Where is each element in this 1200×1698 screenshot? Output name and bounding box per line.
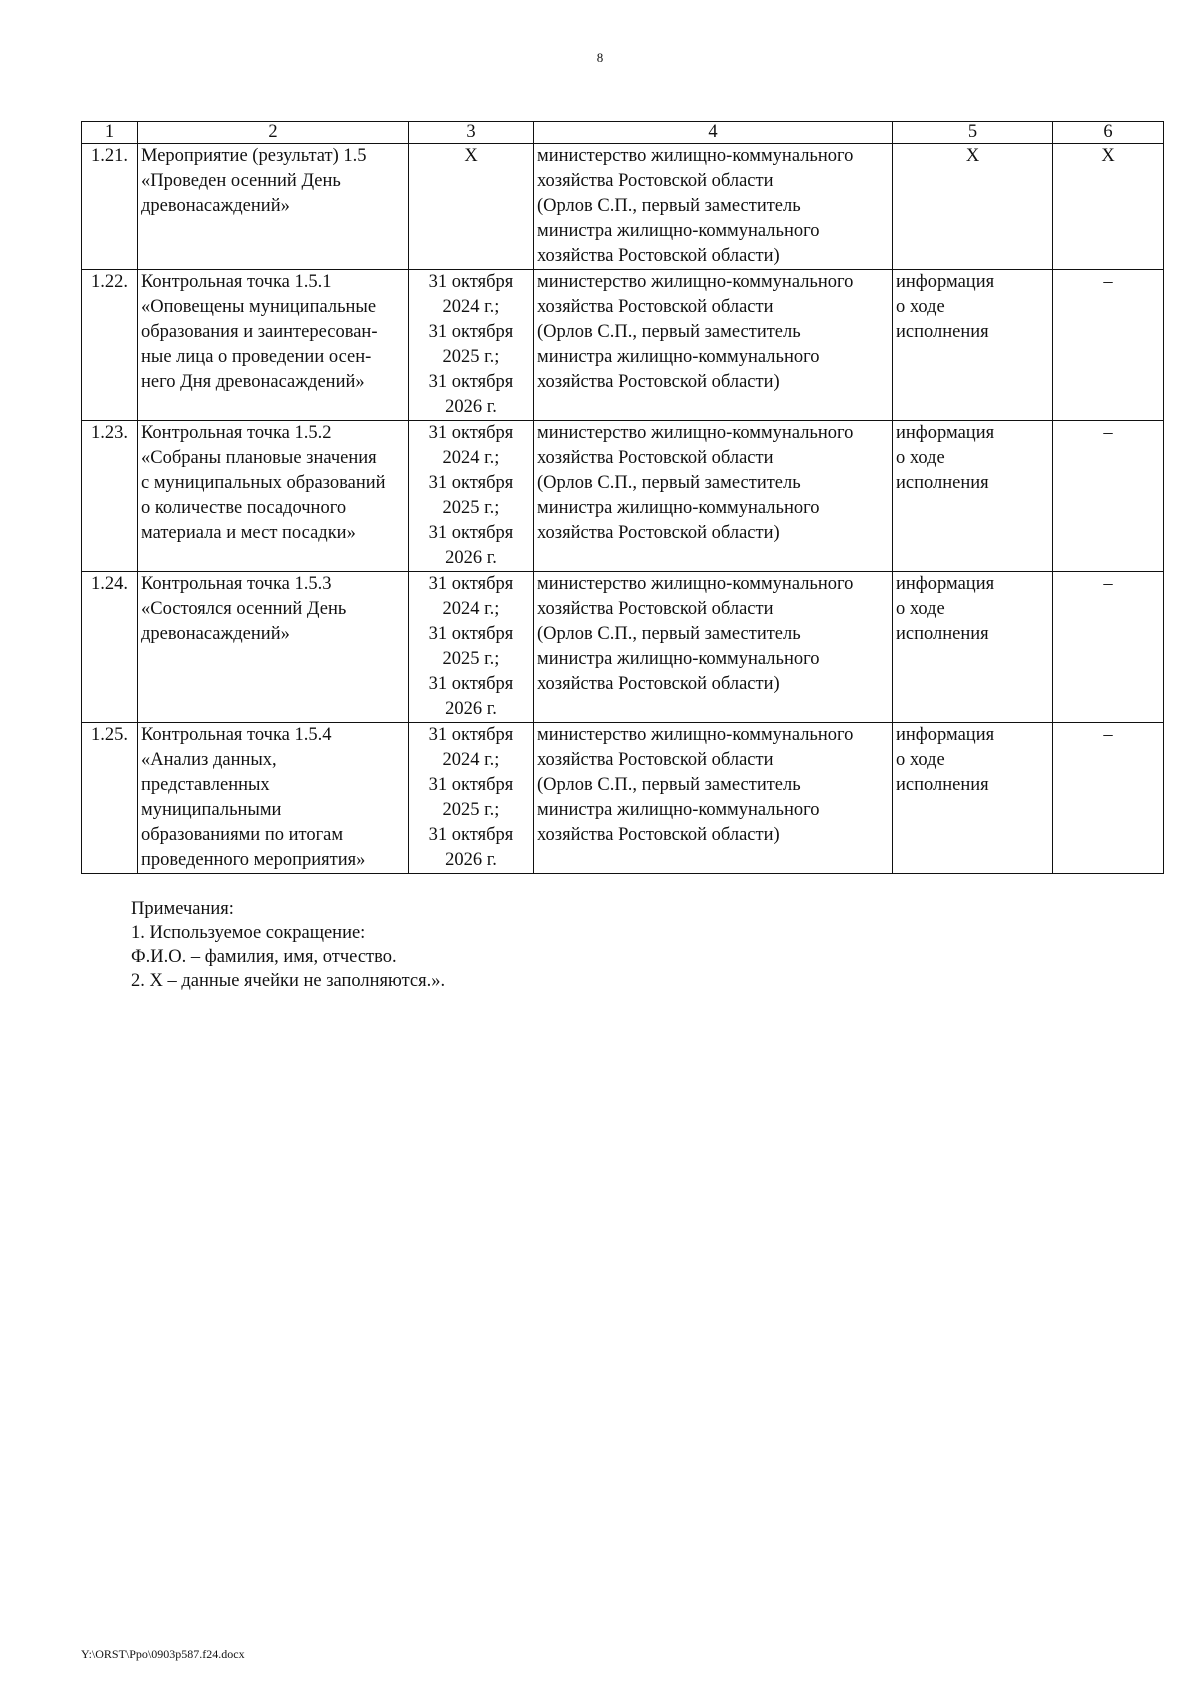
notes xyxy=(131,897,445,993)
row-responsible-line: хозяйства Ростовской области xyxy=(537,448,774,468)
footer-file-path: Y:\ORST\Ppo\0903p587.f24.docx xyxy=(81,1647,245,1661)
row-deadline-line: 2025 г.; xyxy=(442,649,500,669)
row-responsible-line: хозяйства Ростовской области xyxy=(537,171,774,191)
row-responsible-line: министерство жилищно-коммунального xyxy=(537,423,854,443)
row-responsible-line: (Орлов С.П., первый заместитель xyxy=(537,624,801,644)
table-row xyxy=(82,723,1164,874)
row-responsible-line: хозяйства Ростовской области) xyxy=(537,674,780,694)
table-body xyxy=(82,144,1164,874)
row-deadline xyxy=(409,270,534,421)
row-deadline-line: 2026 г. xyxy=(445,397,497,417)
row-document-line: о ходе xyxy=(896,750,945,770)
row-deadline-line: 31 октября xyxy=(428,825,514,845)
row-deadline-line: 2025 г.; xyxy=(442,498,500,518)
row-title-line: ные лица о проведении осен- xyxy=(141,347,372,367)
table-row xyxy=(82,572,1164,723)
row-document-line: о ходе xyxy=(896,448,945,468)
row-responsible-line: министра жилищно-коммунального xyxy=(537,347,820,367)
row-deadline-line: X xyxy=(464,146,478,166)
row-deadline xyxy=(409,572,534,723)
row-document-line: о ходе xyxy=(896,297,945,317)
row-deadline-line: 31 октября xyxy=(428,322,514,342)
row-document xyxy=(893,270,1053,421)
row-responsible-line: (Орлов С.П., первый заместитель xyxy=(537,775,801,795)
row-system: – xyxy=(1053,723,1164,874)
row-title-line: древонасаждений» xyxy=(141,624,290,644)
row-responsible-line: министра жилищно-коммунального xyxy=(537,800,820,820)
row-document-line: информация xyxy=(896,272,995,292)
notes-heading: Примечания: xyxy=(131,899,234,919)
column-header: 6 xyxy=(1053,122,1164,144)
table-row xyxy=(82,144,1164,270)
row-document-line: информация xyxy=(896,423,995,443)
row-title-line: «Собраны плановые значения xyxy=(141,448,377,468)
row-title-line: «Анализ данных, xyxy=(141,750,277,770)
plan-table xyxy=(81,121,1164,874)
row-title-line: образованиями по итогам xyxy=(141,825,344,845)
row-title-line: муниципальными xyxy=(141,800,282,820)
row-title-line: Контрольная точка 1.5.2 xyxy=(141,423,332,443)
row-responsible-line: министра жилищно-коммунального xyxy=(537,649,820,669)
row-number: 1.21. xyxy=(82,144,138,270)
row-number: 1.22. xyxy=(82,270,138,421)
row-responsible xyxy=(534,723,893,874)
row-responsible-line: министра жилищно-коммунального xyxy=(537,221,820,241)
row-title-line: древонасаждений» xyxy=(141,196,290,216)
page-number: 8 xyxy=(596,50,604,65)
row-responsible-line: (Орлов С.П., первый заместитель xyxy=(537,322,801,342)
row-title-line: Контрольная точка 1.5.1 xyxy=(141,272,332,292)
row-system: – xyxy=(1053,421,1164,572)
row-deadline-line: 31 октября xyxy=(428,725,514,745)
row-document xyxy=(893,572,1053,723)
row-title-line: Мероприятие (результат) 1.5 xyxy=(141,146,367,166)
row-document-line: информация xyxy=(896,574,995,594)
row-responsible-line: министра жилищно-коммунального xyxy=(537,498,820,518)
row-document xyxy=(893,421,1053,572)
row-title-line: Контрольная точка 1.5.4 xyxy=(141,725,332,745)
row-responsible-line: министерство жилищно-коммунального xyxy=(537,272,854,292)
row-title-line: материала и мест посадки» xyxy=(141,523,356,543)
row-responsible xyxy=(534,270,893,421)
row-document xyxy=(893,723,1053,874)
row-deadline-line: 31 октября xyxy=(428,272,514,292)
row-responsible-line: министерство жилищно-коммунального xyxy=(537,146,854,166)
row-title xyxy=(138,421,409,572)
row-responsible-line: хозяйства Ростовской области xyxy=(537,750,774,770)
note-line: 2. X – данные ячейки не заполняются.». xyxy=(131,971,446,991)
row-number: 1.23. xyxy=(82,421,138,572)
row-deadline-line: 2024 г.; xyxy=(442,448,500,468)
row-deadline-line: 2024 г.; xyxy=(442,750,500,770)
row-deadline-line: 31 октября xyxy=(428,674,514,694)
column-header: 2 xyxy=(138,122,409,144)
table-row xyxy=(82,270,1164,421)
column-header: 3 xyxy=(409,122,534,144)
row-responsible xyxy=(534,421,893,572)
row-deadline-line: 2025 г.; xyxy=(442,347,500,367)
row-deadline-line: 31 октября xyxy=(428,624,514,644)
row-deadline-line: 2026 г. xyxy=(445,850,497,870)
row-title-line: «Состоялся осенний День xyxy=(141,599,347,619)
row-responsible-line: министерство жилищно-коммунального xyxy=(537,725,854,745)
row-system: – xyxy=(1053,270,1164,421)
column-header: 5 xyxy=(893,122,1053,144)
note-line: Ф.И.О. – фамилия, имя, отчество. xyxy=(131,947,397,967)
row-title-line: Контрольная точка 1.5.3 xyxy=(141,574,332,594)
row-system: X xyxy=(1053,144,1164,270)
column-header: 4 xyxy=(534,122,893,144)
note-line: 1. Используемое сокращение: xyxy=(131,923,366,943)
row-title-line: «Оповещены муниципальные xyxy=(141,297,377,317)
row-responsible-line: министерство жилищно-коммунального xyxy=(537,574,854,594)
row-responsible-line: (Орлов С.П., первый заместитель xyxy=(537,196,801,216)
row-title-line: с муниципальных образований xyxy=(141,473,386,493)
table-row xyxy=(82,421,1164,572)
row-title-line: «Проведен осенний День xyxy=(141,171,341,191)
row-deadline-line: 2024 г.; xyxy=(442,599,500,619)
row-system: – xyxy=(1053,572,1164,723)
row-document-line: исполнения xyxy=(896,624,989,644)
row-document-line: о ходе xyxy=(896,599,945,619)
row-responsible-line: хозяйства Ростовской области) xyxy=(537,372,780,392)
row-number: 1.24. xyxy=(82,572,138,723)
row-title xyxy=(138,144,409,270)
row-deadline xyxy=(409,144,534,270)
row-deadline-line: 31 октября xyxy=(428,775,514,795)
row-responsible xyxy=(534,144,893,270)
row-title-line: него Дня древонасаждений» xyxy=(141,372,365,392)
row-title xyxy=(138,270,409,421)
row-title-line: о количестве посадочного xyxy=(141,498,347,518)
row-document-line: X xyxy=(965,146,980,166)
row-deadline-line: 31 октября xyxy=(428,574,514,594)
row-deadline-line: 31 октября xyxy=(428,423,514,443)
row-deadline xyxy=(409,421,534,572)
row-responsible-line: хозяйства Ростовской области xyxy=(537,297,774,317)
row-responsible-line: (Орлов С.П., первый заместитель xyxy=(537,473,801,493)
row-document-line: исполнения xyxy=(896,473,989,493)
row-document-line: исполнения xyxy=(896,322,989,342)
row-deadline-line: 2026 г. xyxy=(445,699,497,719)
row-deadline-line: 31 октября xyxy=(428,473,514,493)
row-number: 1.25. xyxy=(82,723,138,874)
row-title-line: образования и заинтересован- xyxy=(141,322,378,342)
column-header: 1 xyxy=(82,122,138,144)
row-document-line: информация xyxy=(896,725,995,745)
row-deadline-line: 2025 г.; xyxy=(442,800,500,820)
row-responsible-line: хозяйства Ростовской области xyxy=(537,599,774,619)
row-document xyxy=(893,144,1053,270)
row-deadline-line: 2026 г. xyxy=(445,548,497,568)
row-document-line: исполнения xyxy=(896,775,989,795)
row-deadline-line: 2024 г.; xyxy=(442,297,500,317)
row-responsible-line: хозяйства Ростовской области) xyxy=(537,523,780,543)
row-responsible xyxy=(534,572,893,723)
row-deadline-line: 31 октября xyxy=(428,372,514,392)
row-deadline xyxy=(409,723,534,874)
row-responsible-line: хозяйства Ростовской области) xyxy=(537,825,780,845)
row-responsible-line: хозяйства Ростовской области) xyxy=(537,246,780,266)
row-deadline-line: 31 октября xyxy=(428,523,514,543)
table-header-row xyxy=(82,122,1164,144)
row-title xyxy=(138,572,409,723)
row-title-line: представленных xyxy=(141,775,270,795)
row-title-line: проведенного мероприятия» xyxy=(141,850,366,870)
row-title xyxy=(138,723,409,874)
